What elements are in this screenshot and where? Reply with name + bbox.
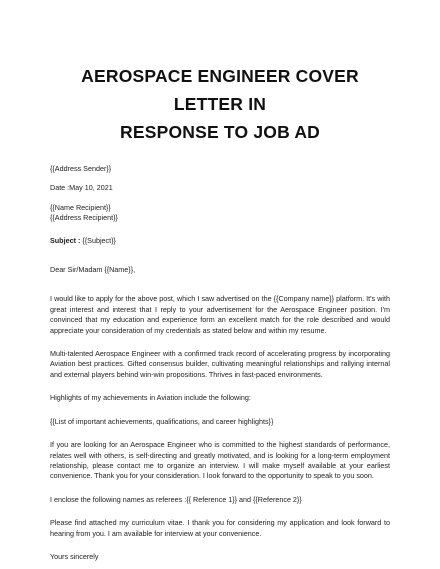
letter-date: Date :May 10, 2021 <box>50 183 113 193</box>
address-recipient: {{Address Recipient}} <box>50 213 118 223</box>
title-line-1: AEROSPACE ENGINEER COVER LETTER IN <box>81 66 359 114</box>
address-sender: {{Address Sender}} <box>50 164 112 173</box>
paragraph-highlights-intro: Highlights of my achievements in Aviation include the following: <box>50 393 251 403</box>
paragraph-profile: Multi-talented Aerospace Engineer with a confirmed track record of accelerating progress by incorporating Aviation best practices. Gifted consensus builder, cultivating meaningful relationships and rallying internal and external players behind win-win propositions. Thrives in fast-paced environments. <box>50 349 390 379</box>
document-title <box>50 0 390 146</box>
name-recipient: {{Name Recipient}} <box>50 202 111 212</box>
paragraph-achievements-list: {{List of important achievements, qualifications, and career highlights}} <box>50 416 274 426</box>
title-line-2: RESPONSE TO JOB AD <box>119 122 321 142</box>
letter-body <box>50 164 390 562</box>
sign-off: Yours sincerely <box>50 551 99 561</box>
subject-label: Subject : <box>50 235 81 245</box>
paragraph-closing: Please find attached my curriculum vitae. I thank you for considering my application and look forward to hearing from you. I am available for interview at your convenience. <box>50 518 390 538</box>
subject-line <box>50 236 390 246</box>
salutation: Dear Sir/Madam {{Name}}, <box>50 265 136 275</box>
subject-value: {{Subject}} <box>80 235 116 245</box>
recipient-block <box>50 203 390 224</box>
paragraph-interview-request: If you are looking for an Aerospace Engineer who is committed to the highest standards of performance, relates well with others, is self-directing and greatly motivated, and is looking for a long-term employment relationship, please contact me to organize an interview. I will make myself available at your earliest convenience. Thank you for your consideration. I look forward to the opportunity to speak to you soon. <box>50 440 390 481</box>
paragraph-intro: I would like to apply for the above post, which I saw advertised on the {{Company name}} platform. It's with great interest and interest that I reply to your advertisement for the Aerospace Engineer position. I'm convinced that my education and experience form an excellent match for the role described and would appreciate your consideration of my credentials as stated below and within my resume. <box>50 294 390 335</box>
paragraph-references: I enclose the following names as referees :{{ Reference 1}} and {{Reference 2}} <box>50 494 302 504</box>
